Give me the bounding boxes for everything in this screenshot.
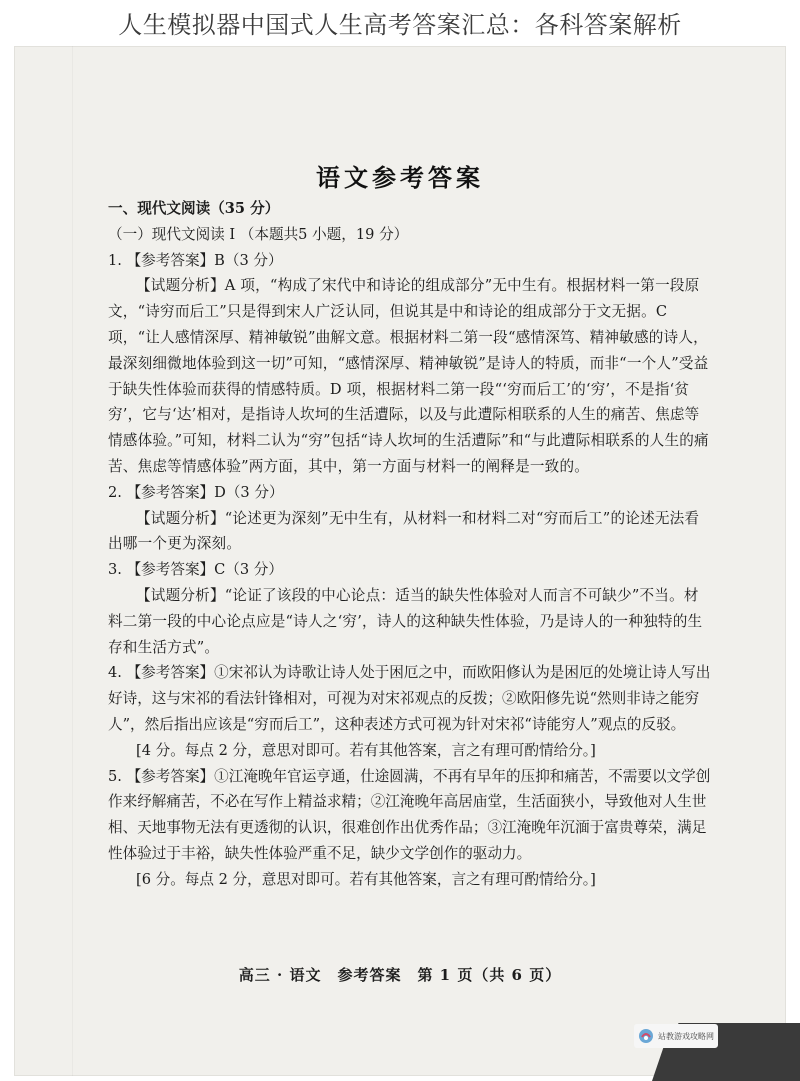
answer-item: 5. 【参考答案】①江淹晚年官运亨通，仕途圆满，不再有早年的压抑和痛苦，不需要以文学创作来纾解痛苦，不必在写作上精益求精；②江淹晚年高居庙堂，生活面狭小，导致他对人生世相、天地事物无法有更透彻的认识，很难创作出优秀作品；③江淹晚年沉湎于富贵尊荣，满足性体验过于丰裕，缺失性体验严重不足，缺少文学创作的驱动力。 bbox=[108, 767, 711, 862]
answer-item: （一）现代文阅读 I （本题共5 小题，19 分） bbox=[108, 225, 409, 243]
page-footer: 高三 · 语文 参考答案 第 1 页（共 6 页） bbox=[238, 966, 562, 984]
analysis-paragraph: 【试题分析】“论证了该段的中心论点：适当的缺失性体验对人而言不可缺少”不当。材料二第一段的中心论点应是“诗人之‘穷’，诗人的这种缺失性体验，乃是诗人的一种独特的生存和生活方式”。 bbox=[108, 586, 703, 656]
answer-item: 2. 【参考答案】D（3 分） bbox=[108, 483, 284, 501]
scoring-note: [6 分。每点 2 分，意思对即可。若有其他答案，言之有理可酌情给分。] bbox=[136, 870, 596, 888]
document-title: 语文参考答案 bbox=[316, 163, 484, 192]
analysis-paragraph: 【试题分析】A 项，“构成了宋代中和诗论的组成部分”无中生有。根据材料一第一段原文，“诗穷而后工”只是得到宋人广泛认同，但说其是中和诗论的组成部分于文无据。C 项，“让人感情深厚、精神敏锐”曲解文意。根据材料二第一段“感情深笃、精神敏感的诗人，最深刻细微地体验到这一切”可知，“感情深厚、精神敏锐”是诗人的特质，而非“一个人”受益于缺失性体验而获得的情感特质。D 项，根据材料二第一段“‘穷而后工’的‘穷’，不是指‘贫穷’，它与‘达’相对，是指诗人坎坷的生活遭际，以及与此遭际相联系的人生的痛苦、焦虑等情感体验。”可知，材料二认为“穷”包括“诗人坎坷的生活遭际”和“与此遭际相联系的人生的痛苦、焦虑等情感体验”两方面，其中，第一方面与材料一的阐释是一致的。 bbox=[108, 277, 709, 475]
answer-body bbox=[108, 196, 712, 893]
scoring-note: [4 分。每点 2 分，意思对即可。若有其他答案，言之有理可酌情给分。] bbox=[136, 741, 596, 759]
answer-sheet-image bbox=[14, 46, 786, 1076]
watermark-text: 站教游戏攻略网 bbox=[658, 1031, 714, 1041]
watermark[interactable] bbox=[634, 1024, 718, 1048]
answer-item: 1. 【参考答案】B（3 分） bbox=[108, 251, 283, 269]
answer-item: 3. 【参考答案】C（3 分） bbox=[108, 561, 283, 579]
answer-item: 4. 【参考答案】①宋祁认为诗歌让诗人处于困厄之中，而欧阳修认为是困厄的处境让诗人写出好诗，这与宋祁的看法针锋相对，可视为对宋祁观点的反拨；②欧阳修先说“然则非诗之能穷人”，然后指出应该是“穷而后工”，这种表述方式可视为针对宋祁“诗能穷人”观点的反驳。 bbox=[108, 664, 711, 733]
section-heading: 一、现代文阅读（35 分） bbox=[108, 200, 280, 217]
analysis-paragraph: 【试题分析】“论述更为深刻”无中生有，从材料一和材料二对“穷而后工”的论述无法看出哪一个更为深刻。 bbox=[108, 509, 700, 553]
watermark-logo-icon bbox=[638, 1028, 654, 1044]
page-headline: 人生模拟器中国式人生高考答案汇总：各科答案解析 bbox=[118, 10, 682, 39]
